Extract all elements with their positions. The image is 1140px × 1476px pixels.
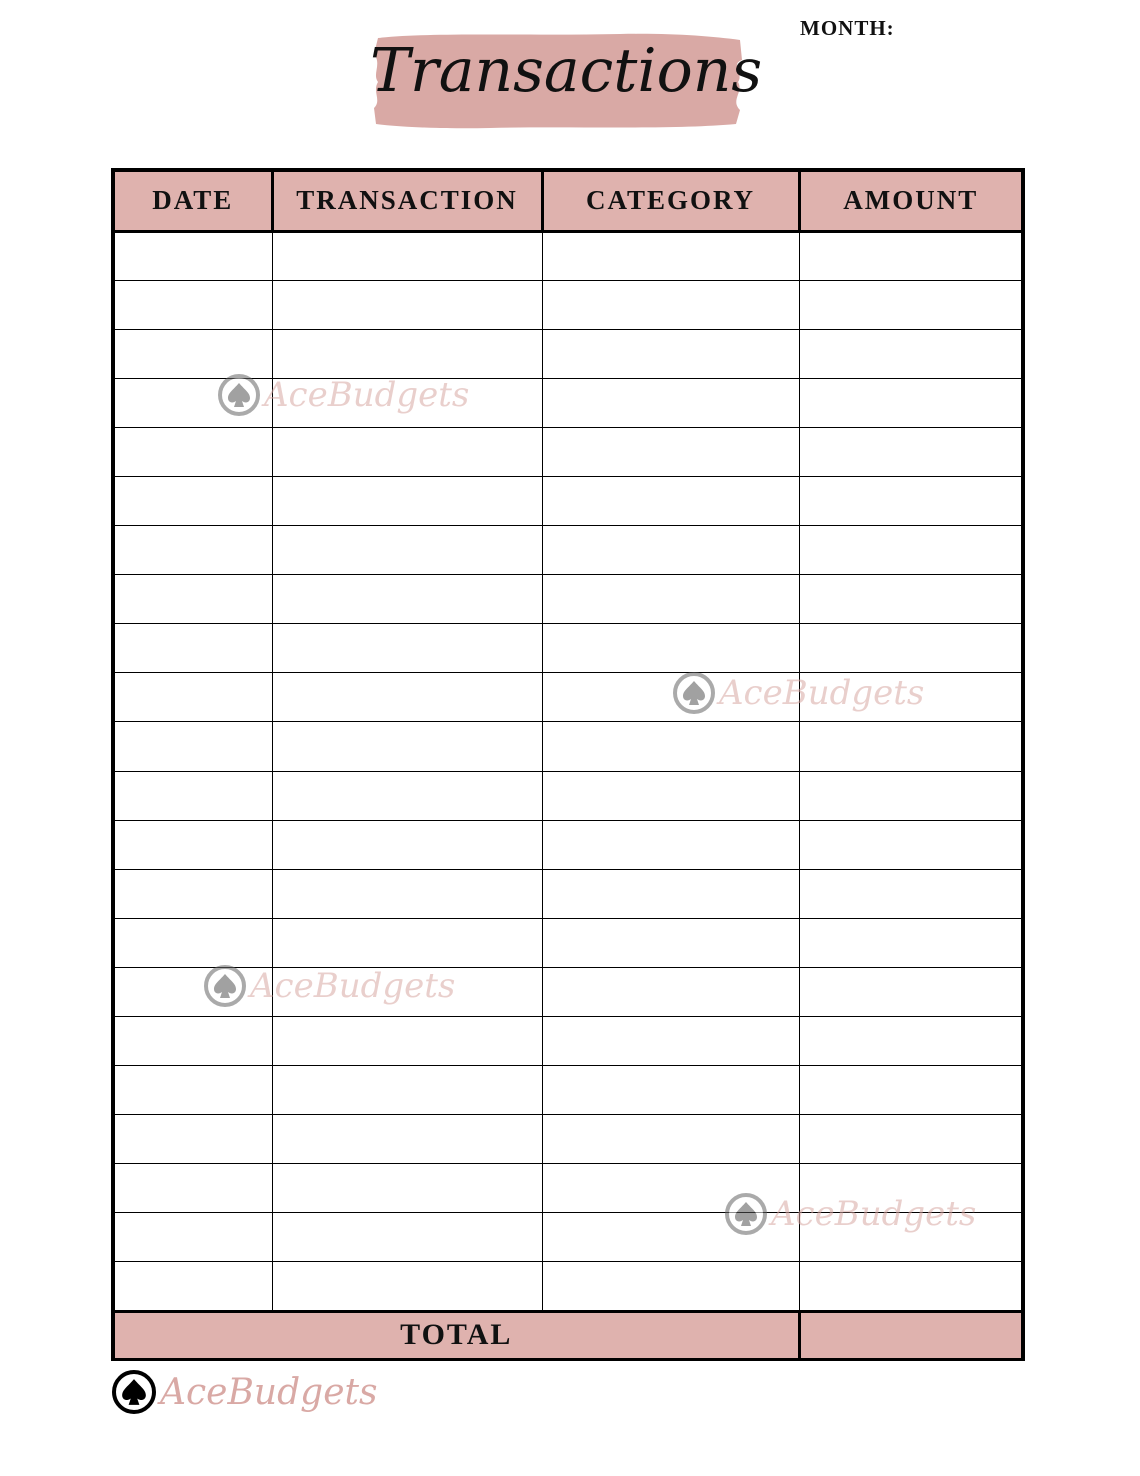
watermark <box>218 374 469 416</box>
table-row <box>115 869 1021 918</box>
amount-cell[interactable] <box>799 378 1021 427</box>
transaction-cell[interactable] <box>272 624 542 673</box>
transaction-cell[interactable] <box>272 329 542 378</box>
transaction-cell[interactable] <box>272 1164 542 1213</box>
transaction-cell[interactable] <box>272 918 542 967</box>
category-cell[interactable] <box>542 869 799 918</box>
transaction-cell[interactable] <box>272 231 542 280</box>
date-cell[interactable] <box>115 1213 272 1262</box>
table-row <box>115 771 1021 820</box>
date-cell[interactable] <box>115 673 272 722</box>
date-cell[interactable] <box>115 869 272 918</box>
date-cell[interactable] <box>115 1115 272 1164</box>
amount-cell[interactable] <box>799 476 1021 525</box>
month-label: MONTH: <box>800 16 895 40</box>
category-cell[interactable] <box>542 476 799 525</box>
table-row <box>115 722 1021 771</box>
category-cell[interactable] <box>542 378 799 427</box>
date-cell[interactable] <box>115 231 272 280</box>
table-row <box>115 575 1021 624</box>
transaction-cell[interactable] <box>272 575 542 624</box>
date-cell[interactable] <box>115 918 272 967</box>
transaction-cell[interactable] <box>272 1017 542 1066</box>
amount-cell[interactable] <box>799 918 1021 967</box>
table-header-row <box>115 172 1021 231</box>
page-title: Transactions <box>370 36 763 106</box>
date-cell[interactable] <box>115 476 272 525</box>
category-cell[interactable] <box>542 820 799 869</box>
amount-cell[interactable] <box>799 1115 1021 1164</box>
amount-cell[interactable] <box>799 624 1021 673</box>
date-cell[interactable] <box>115 624 272 673</box>
transaction-cell[interactable] <box>272 526 542 575</box>
transactions-table <box>111 168 1025 1361</box>
spade-icon <box>673 672 715 714</box>
table-row <box>115 624 1021 673</box>
date-cell[interactable] <box>115 280 272 329</box>
transaction-cell[interactable] <box>272 820 542 869</box>
category-cell[interactable] <box>542 722 799 771</box>
transaction-cell[interactable] <box>272 280 542 329</box>
table-row <box>115 231 1021 280</box>
amount-cell[interactable] <box>799 280 1021 329</box>
table-row <box>115 476 1021 525</box>
amount-cell[interactable] <box>799 329 1021 378</box>
total-label: TOTAL <box>115 1311 799 1358</box>
date-cell[interactable] <box>115 1164 272 1213</box>
date-cell[interactable] <box>115 329 272 378</box>
date-cell[interactable] <box>115 1066 272 1115</box>
category-cell[interactable] <box>542 624 799 673</box>
amount-cell[interactable] <box>799 1066 1021 1115</box>
title-banner <box>370 30 763 134</box>
category-cell[interactable] <box>542 918 799 967</box>
table-row <box>115 329 1021 378</box>
watermark <box>204 965 455 1007</box>
category-cell[interactable] <box>542 526 799 575</box>
spade-icon <box>218 374 260 416</box>
amount-cell[interactable] <box>799 575 1021 624</box>
category-cell[interactable] <box>542 1262 799 1311</box>
amount-cell[interactable] <box>799 869 1021 918</box>
amount-cell[interactable] <box>799 820 1021 869</box>
transaction-cell[interactable] <box>272 1262 542 1311</box>
category-cell[interactable] <box>542 427 799 476</box>
watermark-brand: AceBudgets <box>771 1194 977 1234</box>
date-cell[interactable] <box>115 575 272 624</box>
column-header-transaction: TRANSACTION <box>272 172 542 231</box>
table-row <box>115 1115 1021 1164</box>
date-cell[interactable] <box>115 771 272 820</box>
transaction-cell[interactable] <box>272 673 542 722</box>
watermark-brand: AceBudgets <box>250 966 456 1006</box>
spade-icon <box>725 1193 767 1235</box>
spade-icon <box>112 1370 156 1414</box>
transaction-cell[interactable] <box>272 1213 542 1262</box>
category-cell[interactable] <box>542 231 799 280</box>
spade-icon <box>204 965 246 1007</box>
column-header-category: CATEGORY <box>542 172 799 231</box>
transaction-cell[interactable] <box>272 1115 542 1164</box>
table-row <box>115 820 1021 869</box>
table-row <box>115 1066 1021 1115</box>
date-cell[interactable] <box>115 1017 272 1066</box>
amount-cell[interactable] <box>799 526 1021 575</box>
transaction-cell[interactable] <box>272 771 542 820</box>
category-cell[interactable] <box>542 1017 799 1066</box>
transaction-cell[interactable] <box>272 869 542 918</box>
watermark <box>673 672 924 714</box>
transaction-cell[interactable] <box>272 1066 542 1115</box>
amount-cell[interactable] <box>799 231 1021 280</box>
category-cell[interactable] <box>542 771 799 820</box>
footer-brand: AceBudgets <box>160 1371 378 1413</box>
amount-cell[interactable] <box>799 1017 1021 1066</box>
amount-cell[interactable] <box>799 722 1021 771</box>
date-cell[interactable] <box>115 820 272 869</box>
table-row <box>115 280 1021 329</box>
table-row <box>115 526 1021 575</box>
amount-cell[interactable] <box>799 1262 1021 1311</box>
total-row <box>115 1311 1021 1358</box>
date-cell[interactable] <box>115 427 272 476</box>
category-cell[interactable] <box>542 575 799 624</box>
category-cell[interactable] <box>542 329 799 378</box>
column-header-amount: AMOUNT <box>799 172 1021 231</box>
watermark-brand: AceBudgets <box>719 673 925 713</box>
total-amount-cell[interactable] <box>799 1311 1021 1358</box>
column-header-date: DATE <box>115 172 272 231</box>
amount-cell[interactable] <box>799 427 1021 476</box>
amount-cell[interactable] <box>799 967 1021 1016</box>
category-cell[interactable] <box>542 1115 799 1164</box>
transaction-cell[interactable] <box>272 427 542 476</box>
date-cell[interactable] <box>115 526 272 575</box>
table-row <box>115 1017 1021 1066</box>
category-cell[interactable] <box>542 280 799 329</box>
table-row <box>115 427 1021 476</box>
category-cell[interactable] <box>542 967 799 1016</box>
table-row <box>115 1262 1021 1311</box>
watermark-brand: AceBudgets <box>264 375 470 415</box>
watermark <box>725 1193 976 1235</box>
footer-logo <box>112 1370 377 1414</box>
transaction-cell[interactable] <box>272 476 542 525</box>
amount-cell[interactable] <box>799 771 1021 820</box>
date-cell[interactable] <box>115 722 272 771</box>
date-cell[interactable] <box>115 1262 272 1311</box>
table-row <box>115 918 1021 967</box>
category-cell[interactable] <box>542 1066 799 1115</box>
transaction-cell[interactable] <box>272 722 542 771</box>
